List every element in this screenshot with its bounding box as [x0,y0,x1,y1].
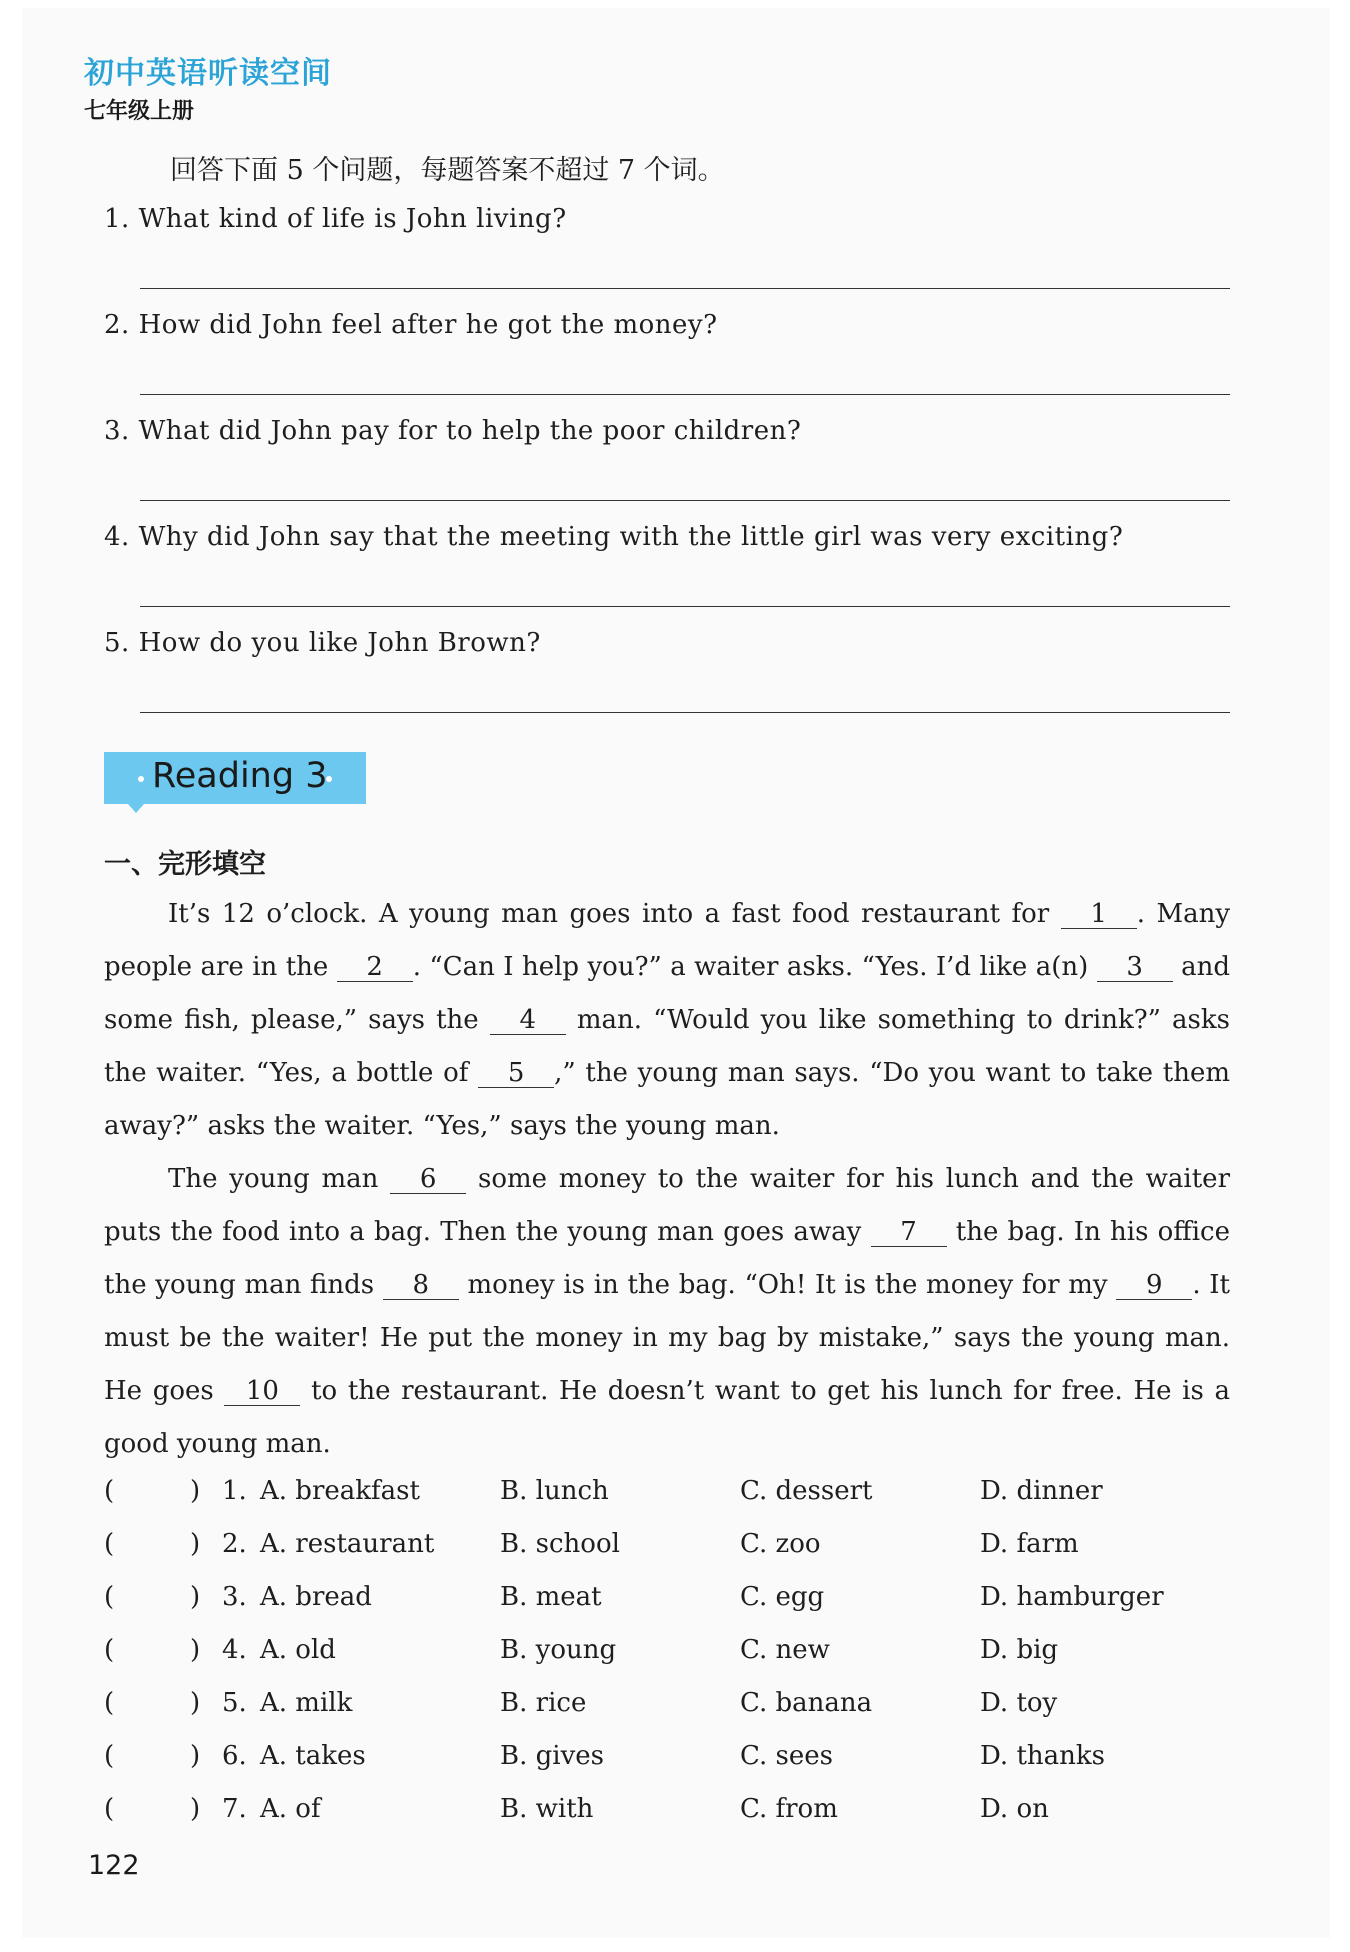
option-d[interactable]: D. toy [980,1688,1058,1718]
option-a[interactable]: A. restaurant [260,1529,435,1559]
answer-bracket-close: ) [190,1529,201,1559]
answer-bracket-close: ) [190,1635,201,1665]
answer-bracket-open: ( [104,1476,115,1506]
option-b[interactable]: B. meat [500,1582,602,1612]
passage-paragraph-2 [104,1153,1230,1471]
passage-text: . It must be the waiter! He put the money in my bag by mistake,” says the young man. He goes [104,1270,1231,1406]
option-d[interactable]: D. hamburger [980,1582,1164,1612]
blank-1[interactable]: 1 [1061,900,1137,929]
option-d[interactable]: D. on [980,1794,1049,1824]
option-c[interactable]: C. egg [740,1582,825,1612]
option-d[interactable]: D. dinner [980,1476,1103,1506]
passage-text: The young man [168,1164,391,1194]
answer-line-5[interactable] [140,712,1230,713]
answer-bracket-open: ( [104,1635,115,1665]
option-row-3 [104,1582,1230,1622]
answer-bracket-open: ( [104,1688,115,1718]
answer-bracket-close: ) [190,1794,201,1824]
option-b[interactable]: B. with [500,1794,594,1824]
question-3: 3. What did John pay for to help the poor children? [104,416,802,446]
option-b[interactable]: B. lunch [500,1476,609,1506]
option-row-1 [104,1476,1230,1516]
blank-6[interactable]: 6 [390,1165,466,1194]
option-number: 2. [222,1529,247,1559]
answer-bracket-close: ) [190,1582,201,1612]
blank-2[interactable]: 2 [337,953,413,982]
passage-text: some money to the waiter for his lunch and the waiter puts the food into a bag. Then the young man goes away [104,1164,1230,1247]
passage-text: . “Can I help you?” a waiter asks. “Yes. I’d like a(n) [412,952,1097,982]
answer-line-3[interactable] [140,500,1230,501]
question-4: 4. Why did John say that the meeting with the little girl was very exciting? [104,522,1124,552]
option-number: 1. [222,1476,247,1506]
answer-bracket-open: ( [104,1582,115,1612]
option-d[interactable]: D. thanks [980,1741,1105,1771]
answer-line-2[interactable] [140,394,1230,395]
question-instruction: 回答下面 5 个问题，每题答案不超过 7 个词。 [170,155,725,186]
blank-3[interactable]: 3 [1097,953,1173,982]
blank-7[interactable]: 7 [871,1218,947,1247]
banner-tail-shape [128,804,144,813]
page-number: 122 [88,1850,140,1881]
passage-text: man. “Would you like something to drink?” asks the waiter. “Yes, a bottle of [104,1005,1230,1088]
option-a[interactable]: A. old [260,1635,336,1665]
option-row-4 [104,1635,1230,1675]
option-b[interactable]: B. gives [500,1741,605,1771]
option-a[interactable]: A. takes [260,1741,366,1771]
book-subtitle: 七年级上册 [84,99,195,124]
passage-text: and some fish, please,” says the [104,952,1230,1035]
question-2: 2. How did John feel after he got the money? [104,310,718,340]
passage-text: . Many people are in the [104,899,1231,982]
answer-bracket-close: ) [190,1741,201,1771]
option-number: 6. [222,1741,247,1771]
option-number: 3. [222,1582,247,1612]
passage-paragraph-1 [104,888,1230,1153]
option-c[interactable]: C. banana [740,1688,873,1718]
option-row-5 [104,1688,1230,1728]
option-row-2 [104,1529,1230,1569]
blank-9[interactable]: 9 [1116,1271,1192,1300]
cloze-heading: 一、完形填空 [104,849,266,880]
cloze-passage [104,888,1230,1471]
blank-4[interactable]: 4 [490,1006,566,1035]
blank-5[interactable]: 5 [478,1059,554,1088]
option-c[interactable]: C. new [740,1635,830,1665]
passage-text: the bag. In his office the young man finds [104,1217,1231,1300]
option-number: 7. [222,1794,247,1824]
blank-10[interactable]: 10 [224,1377,300,1406]
answer-line-1[interactable] [140,288,1230,289]
option-b[interactable]: B. rice [500,1688,587,1718]
book-title: 初中英语听读空间 [84,56,332,91]
passage-text: It’s 12 o’clock. A young man goes into a fast food restaurant for [168,899,1061,929]
option-c[interactable]: C. dessert [740,1476,873,1506]
passage-text: to the restaurant. He doesn’t want to get his lunch for free. He is a good young man. [104,1376,1230,1459]
option-c[interactable]: C. zoo [740,1529,821,1559]
option-a[interactable]: A. breakfast [260,1476,420,1506]
option-a[interactable]: A. bread [260,1582,372,1612]
answer-line-4[interactable] [140,606,1230,607]
option-row-7 [104,1794,1230,1834]
question-5: 5. How do you like John Brown? [104,628,541,658]
question-1: 1. What kind of life is John living? [104,204,567,234]
answer-bracket-open: ( [104,1741,115,1771]
option-row-6 [104,1741,1230,1781]
option-b[interactable]: B. young [500,1635,617,1665]
passage-text: ,” the young man says. “Do you want to take them away?” asks the waiter. “Yes,” says the young man. [104,1058,1230,1141]
option-d[interactable]: D. farm [980,1529,1079,1559]
section-banner-label: Reading 3 [152,756,328,796]
option-a[interactable]: A. milk [260,1688,353,1718]
option-d[interactable]: D. big [980,1635,1059,1665]
option-number: 5. [222,1688,247,1718]
option-b[interactable]: B. school [500,1529,620,1559]
passage-text: money is in the bag. “Oh! It is the money for my [458,1270,1117,1300]
option-c[interactable]: C. sees [740,1741,833,1771]
answer-bracket-close: ) [190,1476,201,1506]
answer-bracket-close: ) [190,1688,201,1718]
banner-dot-left [138,776,144,782]
option-c[interactable]: C. from [740,1794,838,1824]
blank-8[interactable]: 8 [383,1271,459,1300]
option-a[interactable]: A. of [260,1794,321,1824]
answer-bracket-open: ( [104,1794,115,1824]
answer-bracket-open: ( [104,1529,115,1559]
option-number: 4. [222,1635,247,1665]
